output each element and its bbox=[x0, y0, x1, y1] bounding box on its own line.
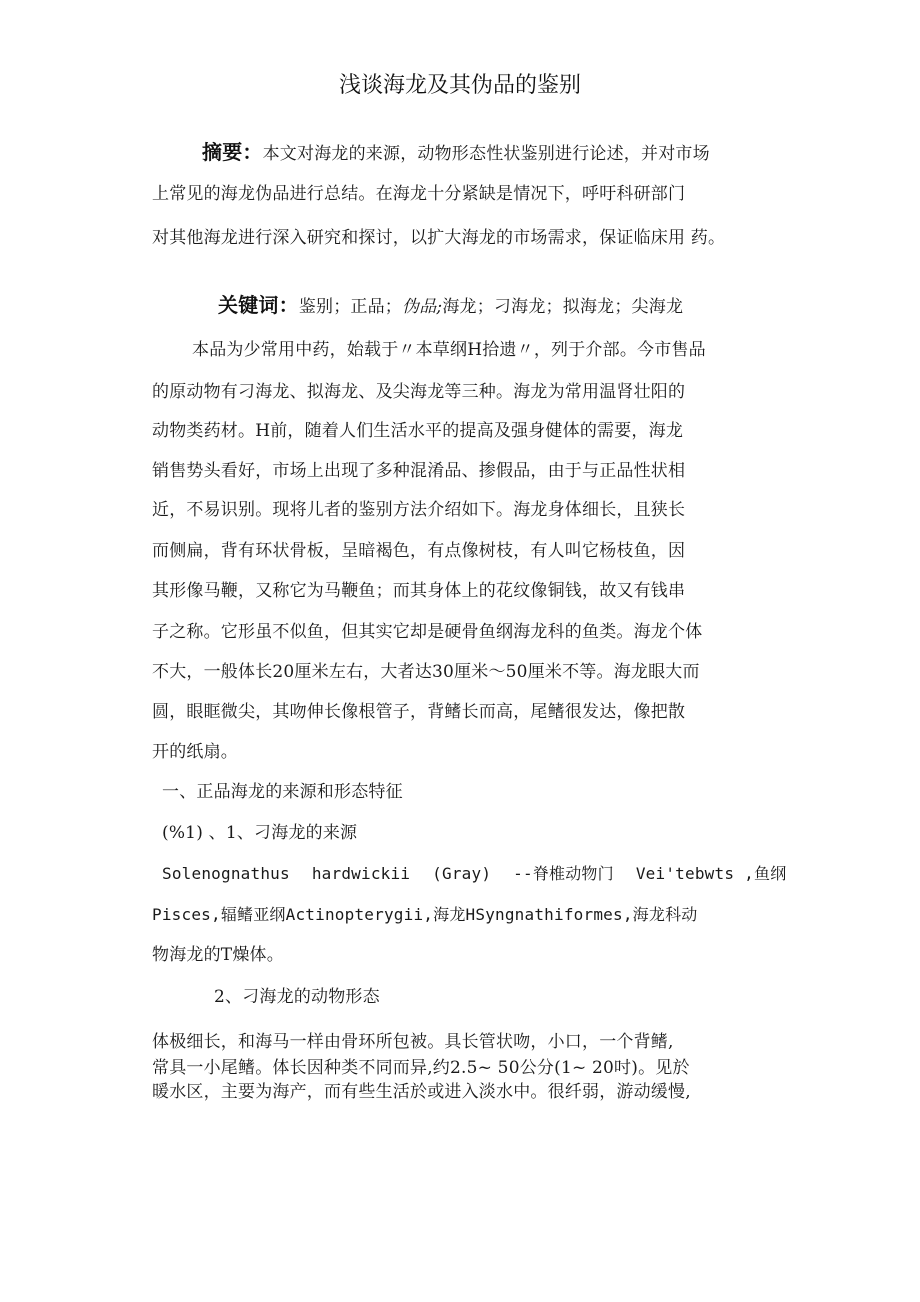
keywords-text-italic: 伪品; bbox=[402, 297, 443, 317]
source-species: hardwickii bbox=[311, 864, 411, 883]
abstract-label: 摘要： bbox=[202, 140, 263, 164]
intro-line-2: 的原动物有刁海龙、拟海龙、及尖海龙等三种。海龙为常用温肾壮阳的 bbox=[152, 382, 686, 402]
intro-line-10: 圆，眼眶微尖，其吻伸长像根管子，背鳍长而高，尾鳍很发达，像把散 bbox=[152, 702, 686, 722]
source-class: ,鱼纲 bbox=[744, 864, 787, 883]
intro-line-1: 本品为少常用中药，始载于〃本草纲H拾遗〃，列于介部。今市售品 bbox=[192, 340, 706, 360]
intro-line-4: 销售势头看好，市场上出现了多种混淆品、掺假品，由于与正品性状相 bbox=[152, 461, 686, 481]
abstract-line-3: 对其他海龙进行深入研究和探讨，以扩大海龙的市场需求，保证临床用 药。 bbox=[152, 228, 726, 248]
document-title: 浅谈海龙及其伪品的鉴别 bbox=[338, 73, 581, 98]
keywords-label: 关键词： bbox=[218, 293, 299, 317]
morphology-line-3: 暖水区，主要为海产，而有些生活於或进入淡水中。很纤弱，游动缓慢, bbox=[152, 1082, 691, 1102]
abstract-line-1 bbox=[202, 142, 710, 164]
keywords-text-1: 鉴别；正品； bbox=[298, 297, 403, 317]
morphology-line-1: 体极细长，和海马一样由骨环所包被。具长管状吻，小口，一个背鳍, bbox=[152, 1032, 674, 1052]
abstract-text: 本文对海龙的来源，动物形态性状鉴别进行论述，并对市场 bbox=[262, 144, 710, 164]
source-line-1 bbox=[162, 864, 786, 884]
keywords-line bbox=[218, 295, 683, 317]
intro-line-3: 动物类药材。H前，随着人们生活水平的提高及强身健体的需要，海龙 bbox=[152, 421, 684, 441]
intro-line-11: 开的纸扇。 bbox=[152, 742, 238, 762]
source-line-2: Pisces,辐鳍亚纲Actinopterygii,海龙HSyngnathiformes,海龙科动 bbox=[152, 905, 698, 924]
source-phylum: --脊椎动物门 bbox=[513, 864, 614, 883]
source-line-3: 物海龙的T燥体。 bbox=[152, 945, 284, 965]
source-author: (Gray) bbox=[432, 864, 492, 883]
subsection-1-heading: (%1) 、1、刁海龙的来源 bbox=[162, 823, 358, 843]
source-phylum-latin: Vei'tebwts bbox=[635, 864, 735, 883]
intro-line-8: 子之称。它形虽不似鱼，但其实它却是硬骨鱼纲海龙科的鱼类。海龙个体 bbox=[152, 622, 703, 642]
subsection-2-heading: 2、刁海龙的动物形态 bbox=[214, 987, 380, 1007]
intro-line-7: 其形像马鞭，又称它为马鞭鱼；而其身体上的花纹像铜钱，故又有钱串 bbox=[152, 581, 686, 601]
intro-line-5: 近，不易识别。现将儿者的鉴别方法介绍如下。海龙身体细长，且狭长 bbox=[152, 500, 686, 520]
intro-line-6: 而侧扁，背有环状骨板，呈暗褐色，有点像树枝，有人叫它杨枝鱼，因 bbox=[152, 541, 686, 561]
section-1-heading: 一、正品海龙的来源和形态特征 bbox=[162, 782, 403, 802]
source-genus: Solenognathus bbox=[162, 864, 290, 883]
morphology-line-2: 常具一小尾鳍。体长因种类不同而异,约2.5~ 50公分(1~ 20吋)。见於 bbox=[152, 1058, 690, 1078]
abstract-line-2: 上常见的海龙伪品进行总结。在海龙十分紧缺是情况下，呼吁科研部门 bbox=[152, 184, 686, 204]
intro-line-9: 不大，一般体长20厘米左右，大者达30厘米〜50厘米不等。海龙眼大而 bbox=[152, 662, 700, 682]
keywords-text-2: 海龙；刁海龙；拟海龙；尖海龙 bbox=[442, 297, 684, 317]
